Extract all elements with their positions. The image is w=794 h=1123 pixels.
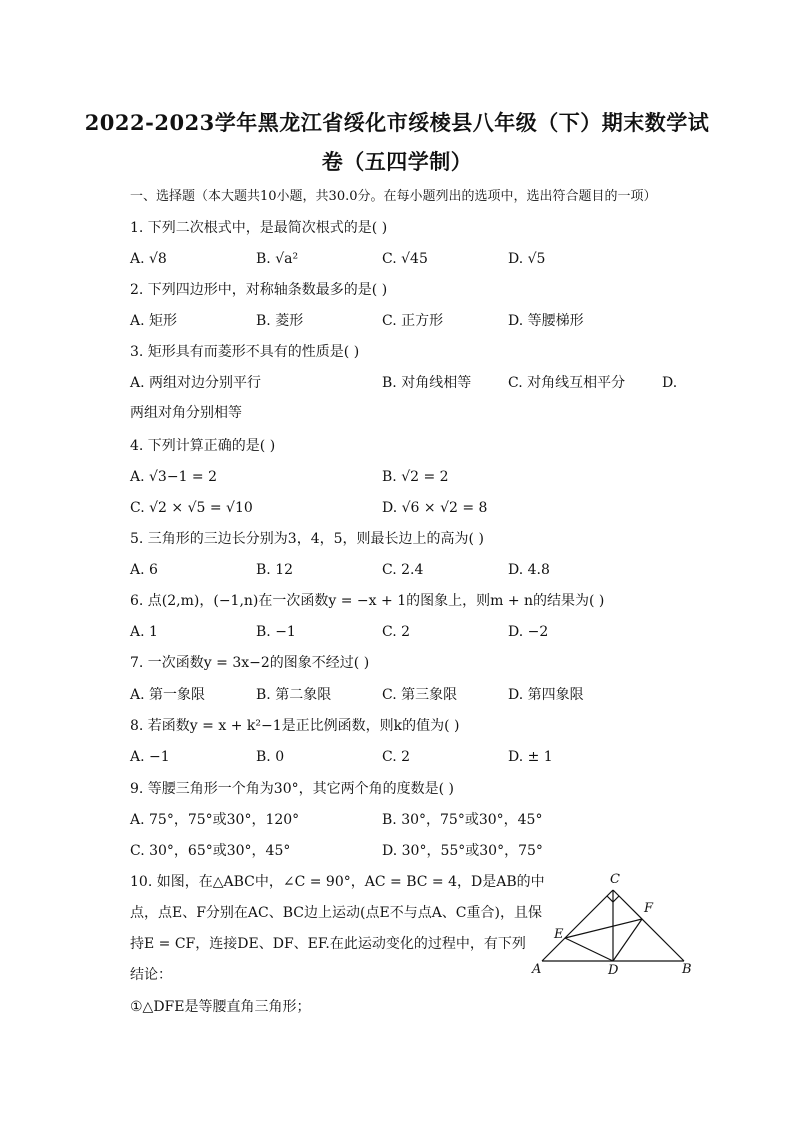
side-ac <box>542 890 613 961</box>
q10-stem-line3: 持E = CF，连接DE、DF、EF.在此运动变化的过程中，有下列 <box>130 936 526 952</box>
q8-option-c: C. 2 <box>382 749 411 765</box>
q7-option-c: C. 第三象限 <box>382 687 458 703</box>
q3-option-a: A. 两组对边分别平行 <box>130 375 262 391</box>
label-c: C <box>610 872 620 887</box>
label-e: E <box>554 927 564 942</box>
q6-stem: 6. 点(2,m)，(−1,n)在一次函数y = −x + 1的图象上，则m + n的结果为( ) <box>130 593 605 609</box>
q10-stem-line4: 结论： <box>130 967 172 983</box>
q6-option-a: A. 1 <box>130 624 158 640</box>
q2-option-a: A. 矩形 <box>130 313 178 329</box>
q3-option-d: D. <box>662 375 678 391</box>
q5-option-b: B. 12 <box>256 562 294 578</box>
q3-stem: 3. 矩形具有而菱形不具有的性质是( ) <box>130 344 360 360</box>
q8-stem: 8. 若函数y = x + k²−1是正比例函数，则k的值为( ) <box>130 718 460 734</box>
q10-stem-line2: 点，点E、F分别在AC、BC边上运动(点E不与点A、C重合)，且保 <box>130 905 542 921</box>
q7-stem: 7. 一次函数y = 3x−2的图象不经过( ) <box>130 655 370 671</box>
q9-option-b: B. 30°，75°或30°，45° <box>382 812 543 828</box>
exam-title-line1: 2022-2023学年黑龙江省绥化市绥棱县八年级（下）期末数学试 <box>84 110 710 135</box>
q5-option-d: D. 4.8 <box>508 562 550 578</box>
triangle-figure <box>524 868 704 978</box>
q2-stem: 2. 下列四边形中，对称轴条数最多的是( ) <box>130 282 388 298</box>
q2-option-b: B. 菱形 <box>256 313 304 329</box>
q4-option-b: B. √2 = 2 <box>382 469 449 485</box>
q7-option-d: D. 第四象限 <box>508 687 584 703</box>
label-b: B <box>682 962 692 977</box>
q6-option-c: C. 2 <box>382 624 411 640</box>
exam-title-line2: 卷（五四学制） <box>321 149 473 174</box>
q9-stem: 9. 等腰三角形一个角为30°，其它两个角的度数是( ) <box>130 781 454 797</box>
q4-option-a: A. √3−1 = 2 <box>130 469 218 485</box>
q4-option-d: D. √6 × √2 = 8 <box>382 500 488 516</box>
q3-option-d-text: 两组对角分别相等 <box>130 405 242 421</box>
q4-stem: 4. 下列计算正确的是( ) <box>130 438 276 454</box>
label-d: D <box>608 963 619 978</box>
segment-de <box>565 938 613 961</box>
q3-option-b: B. 对角线相等 <box>382 375 472 391</box>
q5-stem: 5. 三角形的三边长分别为3，4，5，则最长边上的高为( ) <box>130 531 484 547</box>
q1-option-d: D. √5 <box>508 251 546 267</box>
q2-option-c: C. 正方形 <box>382 313 444 329</box>
q10-conclusion-1: ①△DFE是等腰直角三角形； <box>130 999 311 1015</box>
q1-option-a: A. √8 <box>130 251 167 267</box>
q6-option-b: B. −1 <box>256 624 296 640</box>
q1-option-b: B. √a² <box>256 251 299 267</box>
q8-option-b: B. 0 <box>256 749 285 765</box>
q9-option-d: D. 30°，55°或30°，75° <box>382 843 543 859</box>
label-a: A <box>532 962 542 977</box>
q3-option-c: C. 对角线互相平分 <box>508 375 626 391</box>
label-f: F <box>644 901 654 916</box>
q5-option-c: C. 2.4 <box>382 562 424 578</box>
q6-option-d: D. −2 <box>508 624 549 640</box>
q1-stem: 1. 下列二次根式中，是最简次根式的是( ) <box>130 220 388 236</box>
q5-option-a: A. 6 <box>130 562 158 578</box>
q4-option-c: C. √2 × √5 = √10 <box>130 500 253 516</box>
section-heading: 一、选择题（本大题共10小题，共30.0分。在每小题列出的选项中，选出符合题目的一项） <box>130 189 657 204</box>
q2-option-d: D. 等腰梯形 <box>508 313 584 329</box>
q8-option-a: A. −1 <box>130 749 170 765</box>
q9-option-c: C. 30°，65°或30°，45° <box>130 843 291 859</box>
q7-option-a: A. 第一象限 <box>130 687 206 703</box>
q7-option-b: B. 第二象限 <box>256 687 332 703</box>
q8-option-d: D. ± 1 <box>508 749 553 765</box>
q1-option-c: C. √45 <box>382 251 428 267</box>
q9-option-a: A. 75°，75°或30°，120° <box>130 812 300 828</box>
q10-stem-line1: 10. 如图，在△ABC中，∠C = 90°，AC = BC = 4，D是AB的中 <box>130 874 545 890</box>
